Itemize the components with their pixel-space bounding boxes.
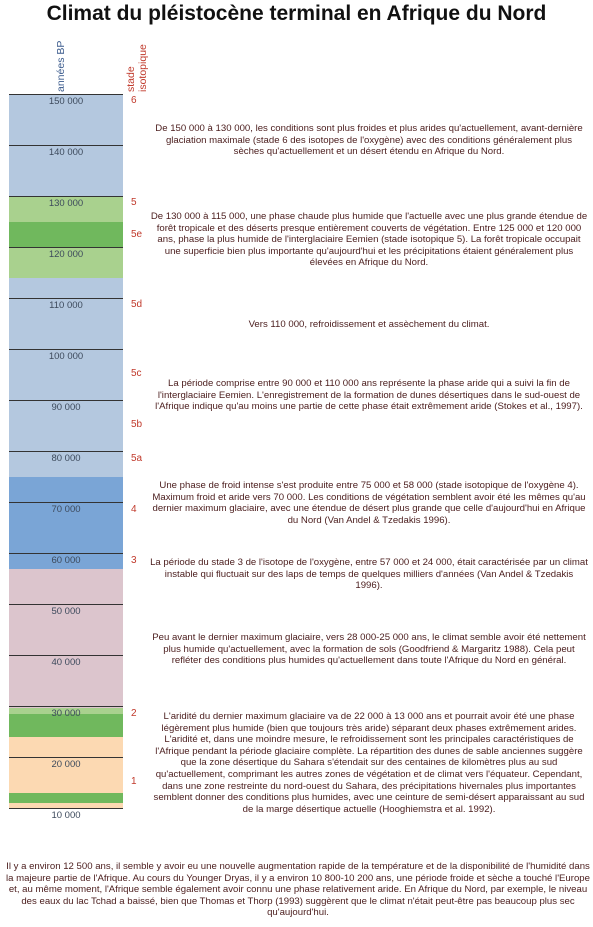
tick xyxy=(9,808,123,809)
tick xyxy=(9,94,123,95)
band-unstable xyxy=(9,569,123,708)
stage-axis-header: stade isotopique xyxy=(125,44,149,92)
period-description: Vers 110 000, refroidissement et assèchement du climat. xyxy=(248,319,490,330)
year-label: 50 000 xyxy=(51,606,81,617)
isotope-stage: 5d xyxy=(131,299,143,310)
isotope-stage: 2 xyxy=(131,708,137,719)
period-description: Peu avant le dernier maximum glaciaire, vers 28 000-25 000 ans, le climat semble avoir été nettement plus humide qu'actuellement, avec la formation de sols (Goodfriend & Margaritz 1988). Cela peut refléter des conditions plus humides qu'actuellement dans toute l'Afrique du Nord en général. xyxy=(152,632,586,667)
year-label: 150 000 xyxy=(48,96,84,107)
year-label: 120 000 xyxy=(48,249,84,260)
period-description: L'aridité du dernier maximum glaciaire va de 22 000 à 13 000 ans et pourrait avoir été une phase légèrement plus humide (bien que toujours très aride) séparant deux phases extrêmement arides. L'aridité et, dans une moindre mesure, le refroidissement sont les principales caractéristiques de l'Afrique pendant la période glaciaire complète. La répartition des dunes de sable anciennes suggère que la zone désertique du Sahara s'étendait sur des centaines de kilomètres plus au sud qu'actuellement, comprimant les autres zones de végétation et de climat vers l'équateur. Cependant, dans une zone restreinte du nord-ouest du Sahara, des précipitations hivernales plus importantes semblent donner des conditions plus humides, avec une ceinture de semi-désert apparaissant au sud de la marge désertique actuelle (Hooghiemstra et al. 1992). xyxy=(153,711,585,815)
year-label: 90 000 xyxy=(51,402,81,413)
year-label: 10 000 xyxy=(51,810,81,821)
period-description: Une phase de froid intense s'est produite entre 75 000 et 58 000 (stade isotopique de l'oxygène 4). Maximum froid et aride vers 70 000. Les conditions de végétation semblent avoir été les mêmes qu'au dernier maximum glaciaire, avec une étendue de désert plus grande que celle d'aujourd'hui en Afrique du Nord (Van Andel & Tzedakis 1996). xyxy=(152,480,586,526)
tick xyxy=(9,400,123,401)
tick xyxy=(9,196,123,197)
tick xyxy=(9,451,123,452)
isotope-stage: 5a xyxy=(131,453,143,464)
year-label: 20 000 xyxy=(51,759,81,770)
period-description: La période comprise entre 90 000 et 110 000 ans représente la phase aride qui a suivi la fin de l'interglaciaire Eemien. L'enregistrement de la formation de dunes désertiques dans le sud-ouest de l'Afrique indique qu'au moins une partie de cette phase était extrêmement aride (Stokes et al., 1997). xyxy=(155,378,583,413)
isotope-stage: 1 xyxy=(131,776,137,787)
tick xyxy=(9,757,123,758)
year-label: 100 000 xyxy=(48,351,84,362)
isotope-stage: 3 xyxy=(131,555,137,566)
tick xyxy=(9,706,123,707)
tick xyxy=(9,604,123,605)
isotope-stage: 4 xyxy=(131,504,137,515)
footer-note: Il y a environ 12 500 ans, il semble y avoir eu une nouvelle augmentation rapide de la température et de la disponibilité de l'humidité dans la majeure partie de l'Afrique. Au cours du Younger Dryas, il y a environ 10 800-10 200 ans, une période froide et sèche a touché l'Europe et, au même moment, l'Afrique semble également avoir connu une phase relativement aride. En Afrique du Nord, par exemple, le niveau des eaux du lac Tchad a baissé, bien que Thomas et Thorp (1993) suggèrent que le climat n'était peut-être pas beaucoup plus sec qu'aujourd'hui. xyxy=(6,861,590,919)
tick xyxy=(9,298,123,299)
tick xyxy=(9,145,123,146)
band-humid xyxy=(9,793,123,803)
tick xyxy=(9,349,123,350)
period-description: De 130 000 à 115 000, une phase chaude plus humide que l'actuelle avec une plus grande étendue de forêt tropicale et des déserts presque entièrement couverts de végétation. Entre 125 000 et 120 000 ans, phase la plus humide de l'interglaciaire Eemien (stade isotopique 5). La forêt tropicale occupait une superficie bien plus importante qu'aujourd'hui et les précipitations étaient généralement plus élevées en Afrique du Nord. xyxy=(150,211,588,269)
year-label: 70 000 xyxy=(51,504,81,515)
isotope-stage: 5e xyxy=(131,229,143,240)
isotope-stage: 5b xyxy=(131,419,143,430)
page-title: Climat du pléistocène terminal en Afrique du Nord xyxy=(46,2,547,25)
isotope-stage: 6 xyxy=(131,95,137,106)
period-description: De 150 000 à 130 000, les conditions sont plus froides et plus arides qu'actuellement, avant-dernière glaciation maximale (stade 6 des isotopes de l'oxygène) avec des conditions généralement plus sèches qu'actuellement et un désert étendu en Afrique du Nord. xyxy=(155,123,583,158)
year-label: 110 000 xyxy=(49,300,83,311)
years-axis-header: années BP xyxy=(55,40,67,92)
year-label: 80 000 xyxy=(51,453,81,464)
year-label: 40 000 xyxy=(51,657,81,668)
tick xyxy=(9,553,123,554)
year-label: 30 000 xyxy=(51,708,81,719)
isotope-stage: 5c xyxy=(131,368,142,379)
tick xyxy=(9,655,123,656)
year-label: 130 000 xyxy=(48,198,84,209)
isotope-stage: 5 xyxy=(131,197,137,208)
year-label: 140 000 xyxy=(48,147,84,158)
year-label: 60 000 xyxy=(51,555,81,566)
tick xyxy=(9,247,123,248)
tick xyxy=(9,502,123,503)
period-description: La période du stade 3 de l'isotope de l'oxygène, entre 57 000 et 24 000, était caractérisée par un climat instable qui fluctuait sur des laps de temps de quelques milliers d'années (Van Andel & Tzedakis 1996). xyxy=(150,557,588,592)
band-warm-humid-peak xyxy=(9,222,123,248)
